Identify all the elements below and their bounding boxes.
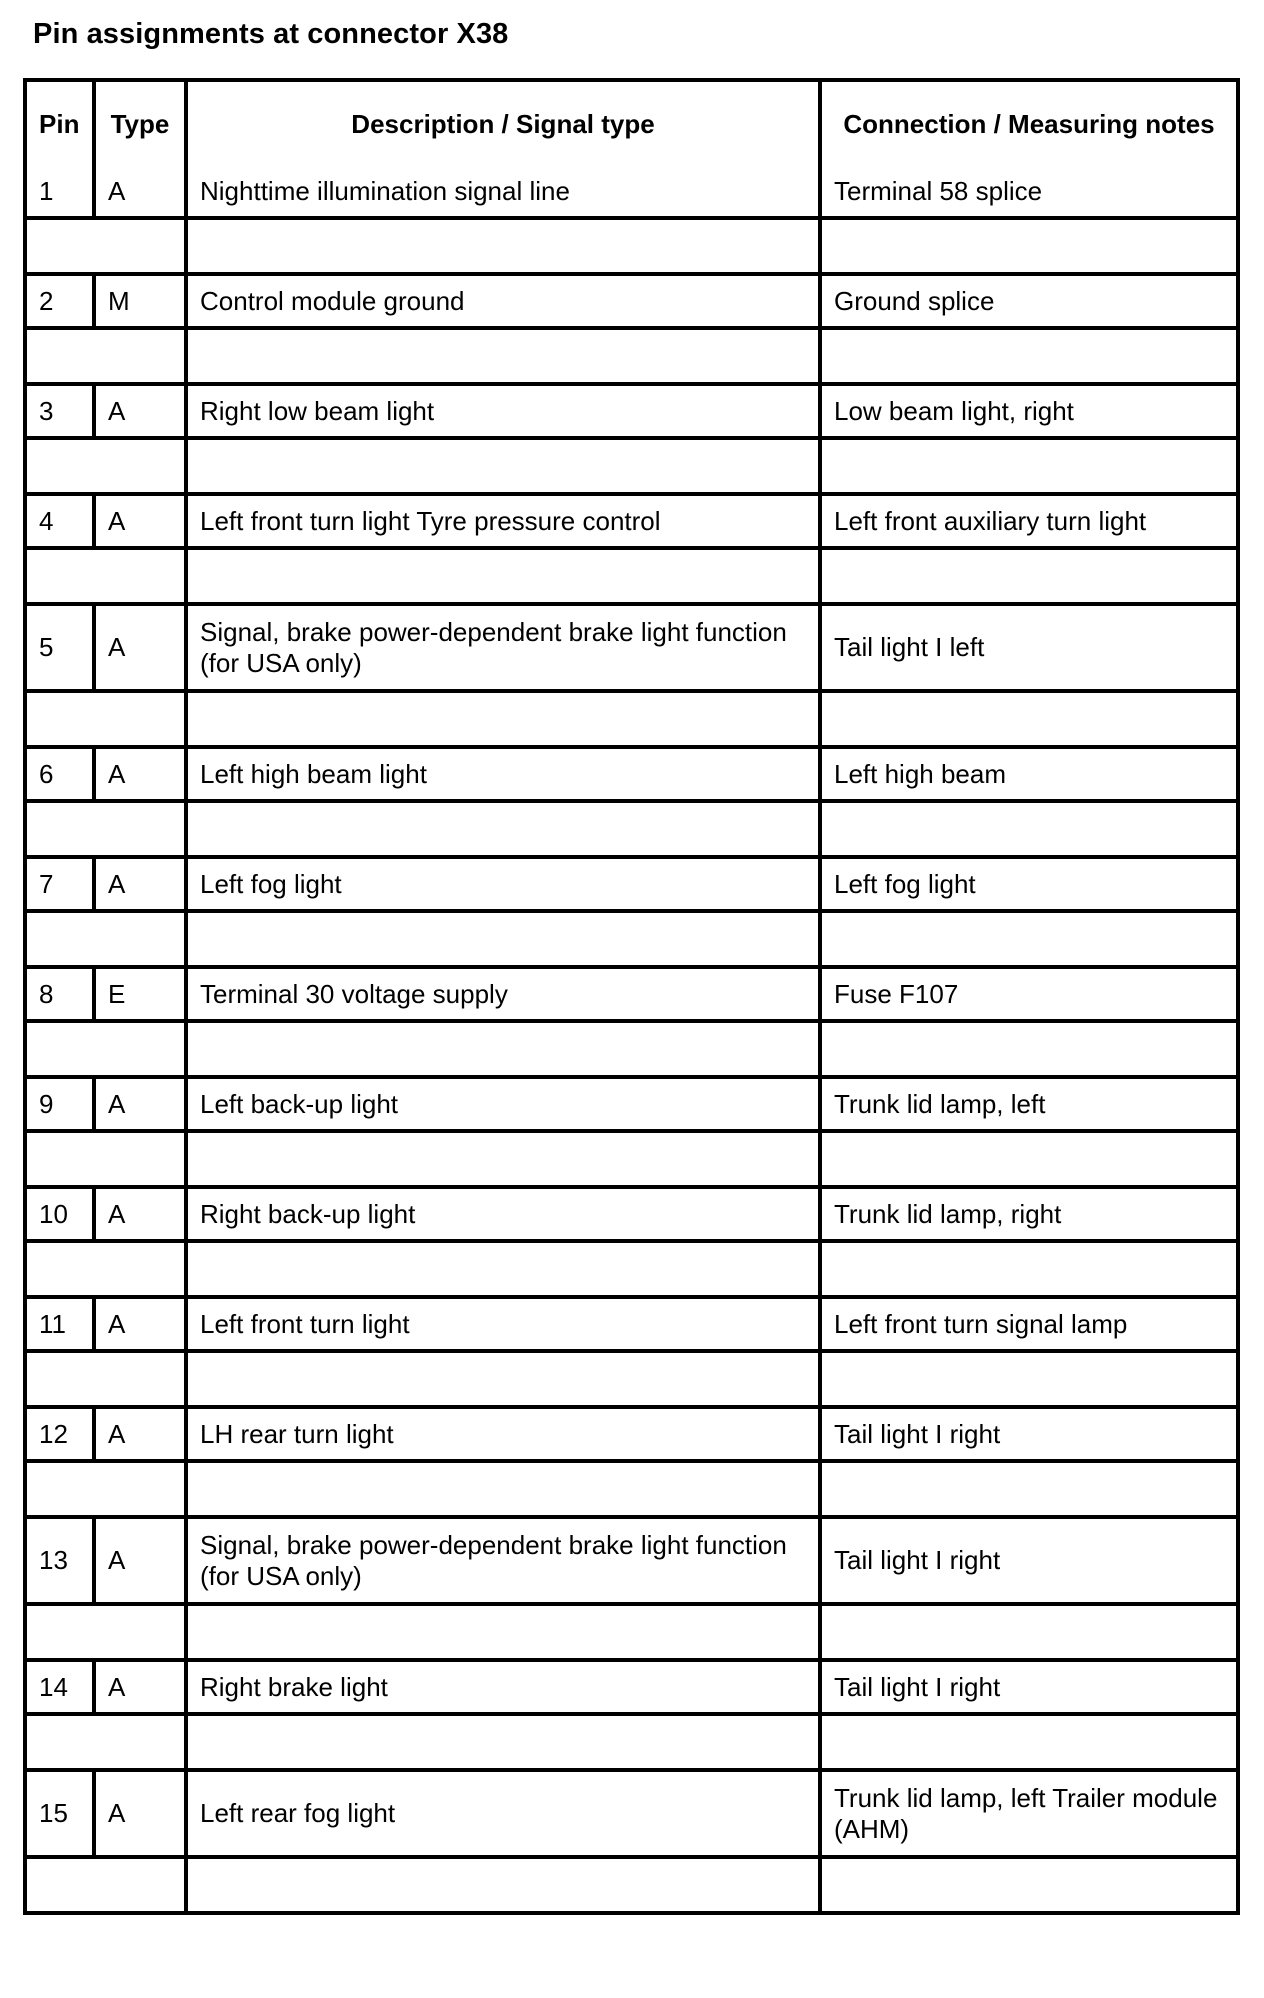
spacer-cell — [822, 330, 1236, 386]
spacer-cell — [27, 913, 188, 969]
type-cell: E — [96, 969, 188, 1023]
spacer-cell — [188, 1463, 822, 1519]
spacer-row — [27, 1353, 1236, 1409]
spacer-cell — [822, 1353, 1236, 1409]
spacer-row — [27, 440, 1236, 496]
connection-cell: Left high beam — [822, 749, 1236, 803]
spacer-cell — [822, 1243, 1236, 1299]
connection-cell: Ground splice — [822, 276, 1236, 330]
connection-cell: Tail light I right — [822, 1409, 1236, 1463]
table-row — [27, 276, 1236, 330]
header-description: Description / Signal type — [188, 82, 822, 166]
spacer-row — [27, 803, 1236, 859]
type-cell: A — [96, 859, 188, 913]
table-row — [27, 1079, 1236, 1133]
connection-cell: Trunk lid lamp, left — [822, 1079, 1236, 1133]
spacer-cell — [27, 330, 188, 386]
pin-cell: 3 — [27, 386, 96, 440]
spacer-cell — [188, 1716, 822, 1772]
pin-cell: 7 — [27, 859, 96, 913]
table-row — [27, 1772, 1236, 1859]
pin-cell: 12 — [27, 1409, 96, 1463]
table-row — [27, 859, 1236, 913]
header-row — [27, 82, 1236, 166]
table-row — [27, 166, 1236, 220]
spacer-cell — [822, 1859, 1236, 1911]
description-cell: Left front turn light — [188, 1299, 822, 1353]
type-cell: A — [96, 1409, 188, 1463]
spacer-cell — [188, 1133, 822, 1189]
description-cell: Left rear fog light — [188, 1772, 822, 1859]
pin-cell: 15 — [27, 1772, 96, 1859]
description-cell: Signal, brake power-dependent brake light function (for USA only) — [188, 606, 822, 693]
connection-cell: Fuse F107 — [822, 969, 1236, 1023]
spacer-cell — [27, 1023, 188, 1079]
spacer-cell — [188, 803, 822, 859]
description-cell: Terminal 30 voltage supply — [188, 969, 822, 1023]
connection-cell: Trunk lid lamp, right — [822, 1189, 1236, 1243]
spacer-cell — [27, 1716, 188, 1772]
spacer-row — [27, 1716, 1236, 1772]
connection-cell: Left front turn signal lamp — [822, 1299, 1236, 1353]
table-row — [27, 386, 1236, 440]
spacer-cell — [188, 693, 822, 749]
table-row — [27, 969, 1236, 1023]
description-cell: Signal, brake power-dependent brake light function (for USA only) — [188, 1519, 822, 1606]
header-pin: Pin — [27, 82, 96, 166]
type-cell: A — [96, 1772, 188, 1859]
header-connection: Connection / Measuring notes — [843, 108, 1215, 139]
spacer-cell — [188, 913, 822, 969]
spacer-cell — [822, 440, 1236, 496]
spacer-row — [27, 1463, 1236, 1519]
description-cell: Left high beam light — [188, 749, 822, 803]
spacer-cell — [27, 803, 188, 859]
pin-cell: 11 — [27, 1299, 96, 1353]
type-cell: A — [96, 166, 188, 220]
table-row — [27, 606, 1236, 693]
type-cell: A — [96, 1189, 188, 1243]
type-cell: A — [96, 1299, 188, 1353]
pin-cell: 14 — [27, 1662, 96, 1716]
spacer-row — [27, 220, 1236, 276]
description-cell: Left front turn light Tyre pressure control — [188, 496, 822, 550]
spacer-cell — [822, 1023, 1236, 1079]
table-body — [27, 166, 1236, 1911]
spacer-cell — [27, 550, 188, 606]
spacer-cell — [27, 1243, 188, 1299]
description-cell: Left back-up light — [188, 1079, 822, 1133]
spacer-cell — [822, 803, 1236, 859]
connection-cell: Left fog light — [822, 859, 1236, 913]
pin-cell: 8 — [27, 969, 96, 1023]
spacer-cell — [822, 220, 1236, 276]
page-title: Pin assignments at connector X38 — [33, 18, 509, 50]
table-row — [27, 749, 1236, 803]
spacer-cell — [27, 693, 188, 749]
pin-cell: 9 — [27, 1079, 96, 1133]
spacer-cell — [822, 913, 1236, 969]
spacer-cell — [822, 1463, 1236, 1519]
pin-cell: 5 — [27, 606, 96, 693]
type-cell: A — [96, 749, 188, 803]
connection-cell: Tail light I left — [822, 606, 1236, 693]
spacer-cell — [188, 1859, 822, 1911]
description-cell: Right brake light — [188, 1662, 822, 1716]
spacer-row — [27, 913, 1236, 969]
type-cell: A — [96, 606, 188, 693]
type-cell: A — [96, 496, 188, 550]
spacer-cell — [27, 1463, 188, 1519]
spacer-cell — [27, 1353, 188, 1409]
table-row — [27, 1409, 1236, 1463]
type-cell: M — [96, 276, 188, 330]
spacer-cell — [27, 440, 188, 496]
spacer-cell — [822, 693, 1236, 749]
table-row — [27, 1189, 1236, 1243]
spacer-cell — [188, 220, 822, 276]
description-cell: LH rear turn light — [188, 1409, 822, 1463]
type-cell: A — [96, 1079, 188, 1133]
type-cell: A — [96, 386, 188, 440]
type-cell: A — [96, 1519, 188, 1606]
header-type: Type — [96, 82, 188, 166]
spacer-cell — [27, 1859, 188, 1911]
description-cell: Control module ground — [188, 276, 822, 330]
pin-cell: 2 — [27, 276, 96, 330]
connection-cell: Low beam light, right — [822, 386, 1236, 440]
description-cell: Right low beam light — [188, 386, 822, 440]
connection-cell: Tail light I right — [822, 1662, 1236, 1716]
spacer-cell — [27, 1606, 188, 1662]
spacer-cell — [822, 550, 1236, 606]
spacer-cell — [27, 220, 188, 276]
description-cell: Left fog light — [188, 859, 822, 913]
spacer-cell — [188, 1023, 822, 1079]
spacer-row — [27, 330, 1236, 386]
spacer-cell — [822, 1133, 1236, 1189]
type-cell: A — [96, 1662, 188, 1716]
pin-cell: 13 — [27, 1519, 96, 1606]
spacer-cell — [822, 1606, 1236, 1662]
pin-cell: 6 — [27, 749, 96, 803]
table-row — [27, 1662, 1236, 1716]
table-row — [27, 1299, 1236, 1353]
description-cell: Right back-up light — [188, 1189, 822, 1243]
connection-cell: Tail light I right — [822, 1519, 1236, 1606]
pin-assignment-table — [23, 78, 1240, 1915]
spacer-cell — [188, 1243, 822, 1299]
spacer-cell — [188, 1606, 822, 1662]
connection-cell: Left front auxiliary turn light — [822, 496, 1236, 550]
pin-cell: 1 — [27, 166, 96, 220]
spacer-row — [27, 1606, 1236, 1662]
table-row — [27, 1519, 1236, 1606]
description-cell: Nighttime illumination signal line — [188, 166, 822, 220]
spacer-row — [27, 693, 1236, 749]
spacer-row — [27, 550, 1236, 606]
spacer-row — [27, 1243, 1236, 1299]
spacer-row — [27, 1859, 1236, 1911]
spacer-row — [27, 1023, 1236, 1079]
spacer-cell — [188, 1353, 822, 1409]
spacer-cell — [822, 1716, 1236, 1772]
spacer-cell — [188, 550, 822, 606]
connection-cell: Terminal 58 splice — [822, 166, 1236, 220]
pin-cell: 4 — [27, 496, 96, 550]
spacer-row — [27, 1133, 1236, 1189]
spacer-cell — [27, 1133, 188, 1189]
pin-cell: 10 — [27, 1189, 96, 1243]
spacer-cell — [188, 330, 822, 386]
connection-cell: Trunk lid lamp, left Trailer module (AHM) — [822, 1772, 1236, 1859]
table-row — [27, 496, 1236, 550]
spacer-cell — [188, 440, 822, 496]
